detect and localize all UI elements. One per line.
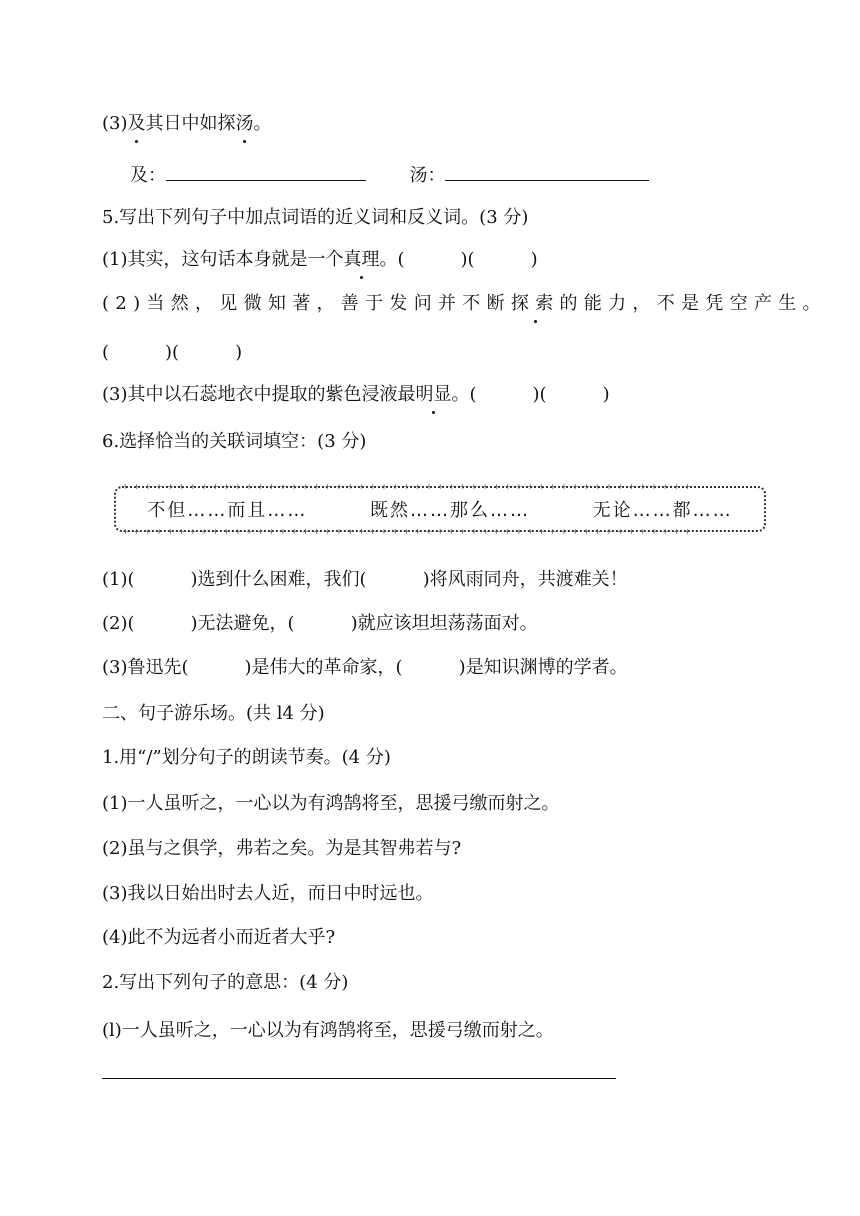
- s2-q1-item-2: (2)虽与之俱学，弗若之矣。为是其智弗若与?: [102, 838, 462, 859]
- answer-line[interactable]: [102, 1078, 616, 1079]
- q5-sentence-2-answer: ( )( ): [102, 342, 243, 363]
- s2-q1-title: 1.用“/”划分句子的朗读节奏。(4 分): [102, 747, 391, 768]
- answer-blank-ji[interactable]: [166, 162, 366, 181]
- s2-q1-item-4: (4)此不为远者小而近者大乎?: [102, 927, 336, 948]
- s2-q2-title: 2.写出下列句子的意思：(4 分): [102, 972, 349, 993]
- answer-blank-tang[interactable]: [445, 162, 649, 181]
- q4-item-3: (3)及其日中如探汤。: [102, 113, 272, 134]
- q5-sentence-3: (3)其中以石蕊地衣中提取的紫色浸液最明显。( )( ): [102, 384, 610, 405]
- s2-q1-item-1: (1)一人虽听之，一心以为有鸿鹄将至，思援弓缴而射之。: [102, 793, 560, 814]
- q5-sentence-2: (2)当然，见微知著，善于发问并不断探索的能力，不是凭空产生。: [102, 293, 827, 314]
- q4-answer-row: [130, 162, 649, 188]
- conjunction-word-box: [114, 486, 766, 532]
- conjunction-option: 既然……那么……: [369, 500, 530, 521]
- conjunction-option: 无论……都……: [592, 500, 733, 521]
- s2-q2-item-1: (l)一人虽听之，一心以为有鸿鹄将至，思援弓缴而射之。: [102, 1020, 554, 1041]
- q5-title: 5.写出下列句子中加点词语的近义词和反义词。(3 分): [102, 207, 529, 228]
- conjunction-option: + + + + + + + + + + + + + + + + + + + + + + + + + + + + + + + + + + + + + + + + + + + + + + + + + + + 不但……而且……: [147, 500, 308, 521]
- dotted-char: 汤: [235, 113, 254, 134]
- q6-sentence-3: (3)鲁迅先( )是伟大的革命家，( )是知识渊博的学者。: [102, 657, 628, 678]
- dotted-word: 探索: [510, 293, 560, 314]
- answer-label: 汤：: [409, 165, 446, 186]
- section-2-title: 二、句子游乐场。(共 l4 分): [102, 703, 325, 724]
- q5-sentence-1: (1)其实，这句话本身就是一个真理。( )( ): [102, 249, 538, 270]
- q6-sentence-2: (2)( )无法避免，( )就应该坦坦荡荡面对。: [102, 613, 538, 634]
- dotted-word: 明显: [415, 384, 452, 405]
- dotted-word: 真理: [343, 249, 380, 270]
- s2-q1-item-3: (3)我以日始出时去人近，而日中时远也。: [102, 883, 434, 904]
- answer-label: 及：: [130, 165, 166, 186]
- dotted-char: 及: [127, 113, 146, 134]
- q6-sentence-1: (1)( )选到什么困难，我们( )将风雨同舟，共渡难关！: [102, 569, 628, 590]
- q6-title: 6.选择恰当的关联词填空：(3 分): [102, 431, 367, 452]
